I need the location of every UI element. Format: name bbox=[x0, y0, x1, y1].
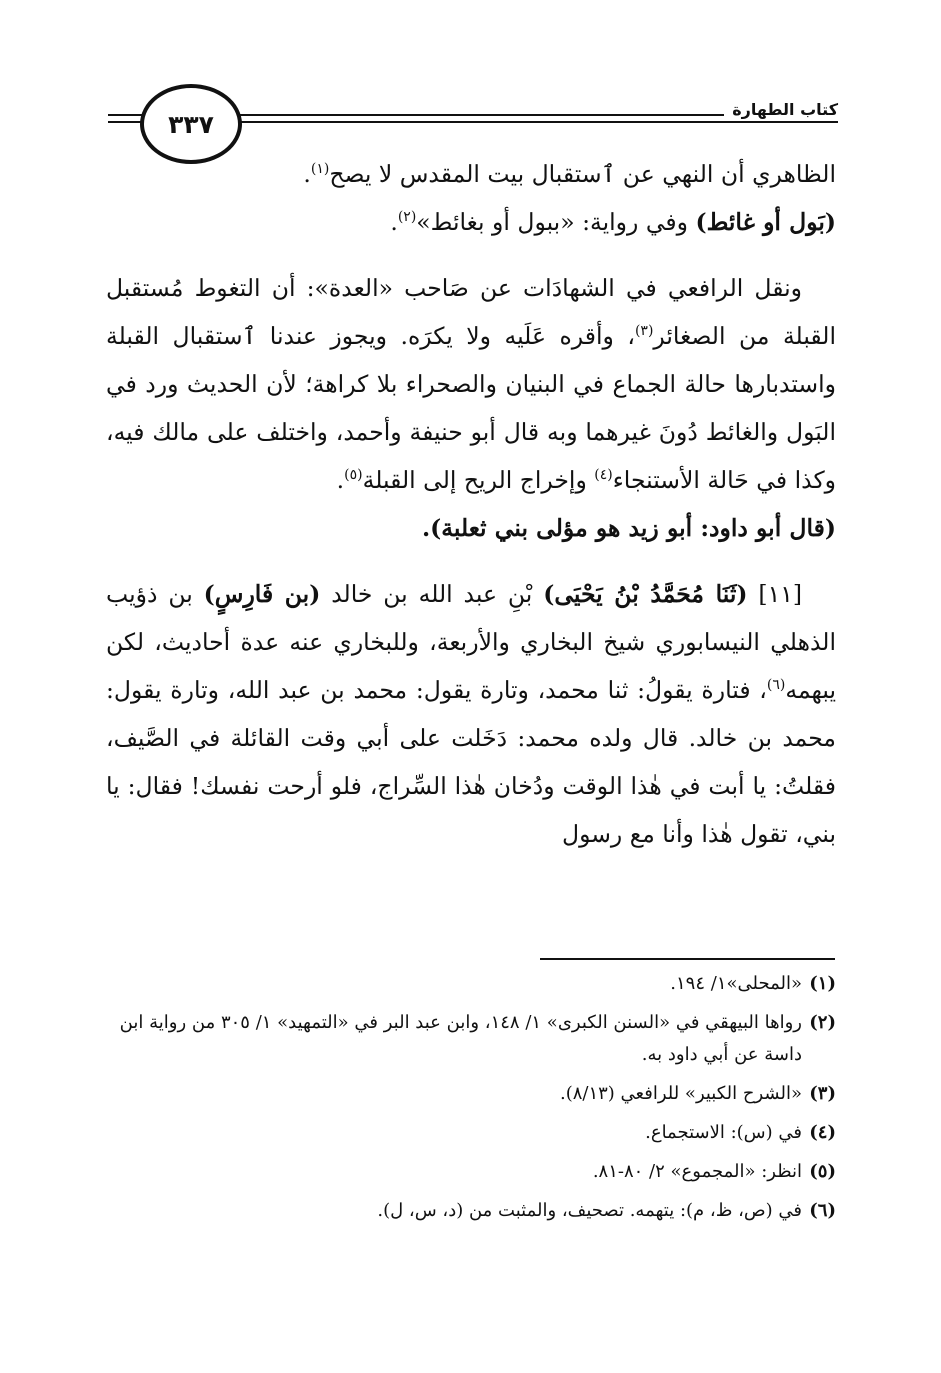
footnote-text: في (س): الاستجماع. bbox=[645, 1122, 802, 1143]
text-segment: بن ذؤيب الذهلي النيسابوري شيخ البخاري والأربعة، وللبخاري عنه عدة أحاديث، لكن يبهمه bbox=[106, 580, 836, 704]
footnote bbox=[106, 1007, 836, 1071]
text-segment: ، وأقره عَلَيه ولا يكرَه. ويجوز عندنا ٱستقبال القبلة واستدبارها حالة الجماع في البنيان والصحراء بلا كراهة؛ لأن الحديث ورد في البَول والغائط دُونَ غيرهما وبه قال أبو حنيفة وأحمد، واختلف على مالك فيه، وكذا في حَالة الأستنجاء bbox=[106, 322, 836, 494]
text-segment: . bbox=[390, 208, 398, 236]
page-header bbox=[108, 84, 838, 160]
text-segment: ونقل الرافعي في الشهادَات عن صَاحب «العدة»: أن التغوط مُستقبل القبلة من الصغائر bbox=[106, 274, 836, 350]
matn-bold: (بَول أو غائط) bbox=[695, 208, 836, 236]
paragraph-2 bbox=[106, 198, 836, 246]
footnote-text: «الشرح الكبير» للرافعي (٨/١٣). bbox=[559, 1083, 802, 1104]
footnote-number: (٢) bbox=[809, 1012, 836, 1033]
footnote bbox=[106, 968, 836, 1000]
footnote-ref-4: (٤) bbox=[594, 467, 613, 484]
text-segment: وإخراج الريح إلى القبلة bbox=[362, 466, 595, 494]
footnote bbox=[106, 1117, 836, 1149]
footnote-separator bbox=[540, 958, 835, 960]
hadith-number: [١١] bbox=[747, 580, 802, 608]
footnote-number: (٥) bbox=[809, 1161, 836, 1182]
footnote-number: (١) bbox=[809, 973, 836, 994]
footnote-text: رواها البيهقي في «السنن الكبرى» ١/ ١٤٨، وابن عبد البر في «التمهيد» ١/ ٣٠٥ من رواية ابن داسة عن أبي داود به. bbox=[119, 1012, 802, 1065]
paragraph-1 bbox=[106, 150, 836, 198]
footnote bbox=[106, 1195, 836, 1227]
page-number: ٣٣٧ bbox=[168, 109, 214, 139]
text-segment: بْنِ عبد الله بن خالد bbox=[320, 580, 544, 608]
text-segment: الظاهري أن النهي عن ٱستقبال بيت المقدس لا يصح bbox=[329, 160, 836, 188]
text-segment: . bbox=[303, 160, 311, 188]
footnote bbox=[106, 1156, 836, 1188]
footnote-ref-5: (٥) bbox=[344, 467, 363, 484]
text-segment: . bbox=[336, 466, 345, 494]
footnote-text: انظر: «المجموع» ٢/ ٨٠-٨١. bbox=[592, 1161, 802, 1182]
paragraph-3 bbox=[106, 264, 836, 504]
footnote-text: «المحلى»١/ ١٩٤. bbox=[670, 973, 802, 994]
footnote-ref-1: (١) bbox=[310, 161, 330, 178]
main-text bbox=[106, 150, 836, 858]
footnote-text: في (ص، ظ، م): يتهمه. تصحيف، والمثبت من (د، س، ل). bbox=[377, 1200, 802, 1221]
footnote bbox=[106, 1078, 836, 1110]
text-segment: ، فتارة يقولُ: ثنا محمد، وتارة يقول: محمد بن عبد الله، وتارة يقول: محمد بن خالد. قال ولده محمد: دَخَلت على أبي وقت القائلة في الصَّيف، فقلتُ: يا أبت في هٰذا الوقت ودُخان هٰذا السِّراج، فلو أرحت نفسك! فقال: يا بني، تقول هٰذا وأنا مع رسول bbox=[106, 676, 836, 848]
footnote-ref-6: (٦) bbox=[766, 677, 786, 694]
footnote-number: (٤) bbox=[809, 1122, 836, 1143]
matn-bold: (بن فَارِسٍ) bbox=[203, 580, 321, 608]
paragraph-5 bbox=[106, 570, 836, 858]
footnote-ref-2: (٢) bbox=[397, 209, 417, 226]
text-segment: وفي رواية: «ببول أو بغائط» bbox=[416, 208, 696, 236]
paragraph-4: (قال أبو داود: أبو زيد هو مؤلى بني ثعلبة). bbox=[421, 514, 836, 542]
running-title: كتاب الطهارة bbox=[724, 100, 838, 119]
matn-bold: (ثَنَا مُحَمَّدُ بْنُ يَحْيَى) bbox=[543, 580, 748, 608]
footnote-ref-3: (٣) bbox=[634, 323, 654, 340]
footnotes bbox=[106, 968, 836, 1234]
footnote-number: (٣) bbox=[809, 1083, 836, 1104]
footnote-number: (٦) bbox=[809, 1200, 836, 1221]
